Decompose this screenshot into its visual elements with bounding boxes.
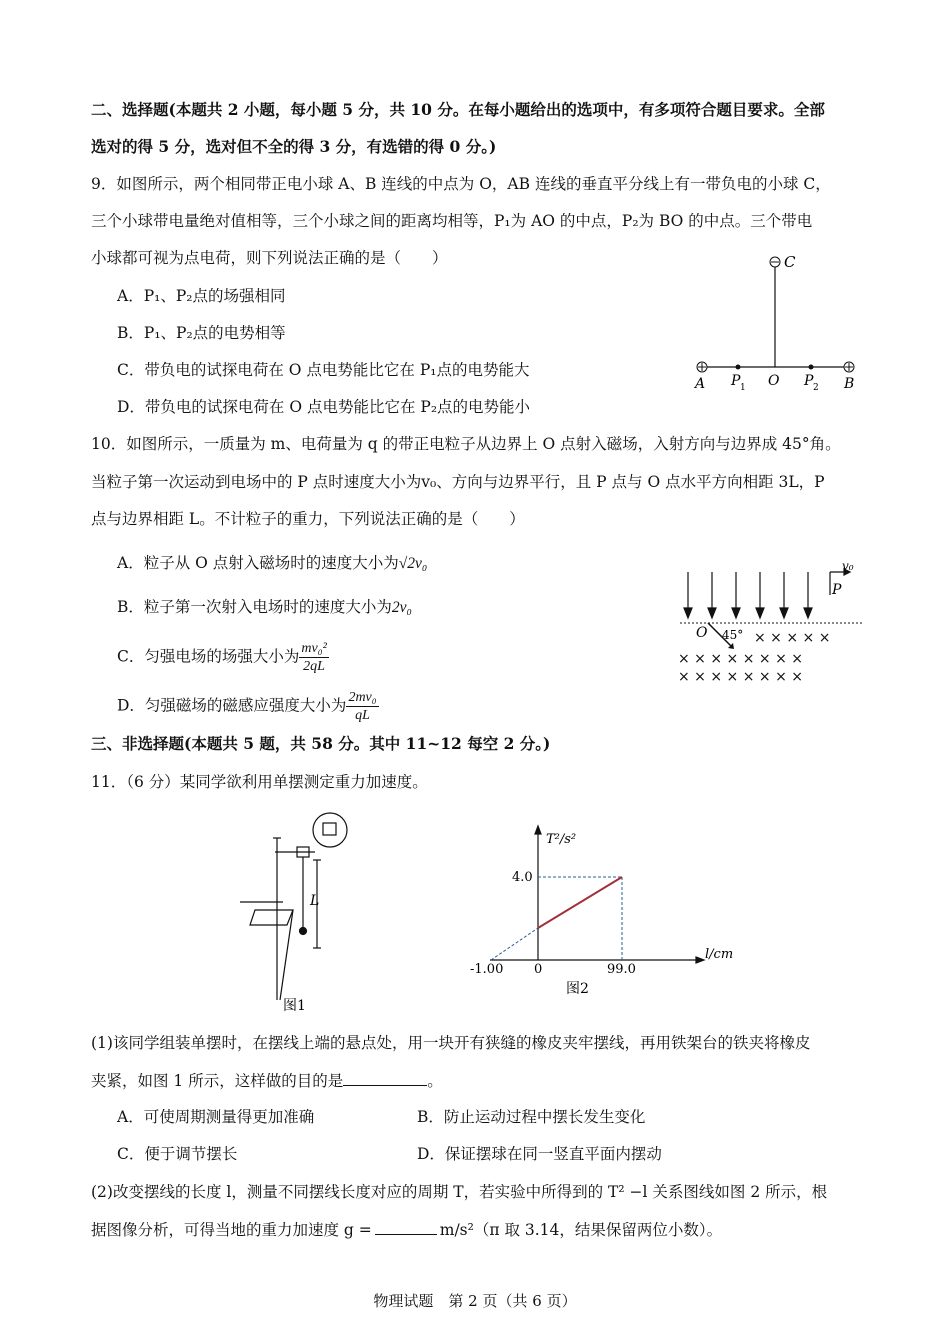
q9-charge-diagram: [690, 250, 870, 400]
label-p: P: [832, 582, 842, 598]
q10-stem: 点与边界相距 L。不计粒子的重力，下列说法正确的是（ ）: [91, 510, 525, 528]
label-v0: v₀: [842, 559, 854, 573]
q11-part1-cont: 夹紧，如图 1 所示，这样做的目的是 。: [91, 1069, 443, 1092]
q10-option-d: D．匀强磁场的磁感应强度大小为 $\frac{\text{2mv₀}}{qL}$: [117, 690, 377, 723]
x-tick: 99.0: [607, 962, 636, 977]
answer-blank-1[interactable]: [343, 1069, 427, 1086]
q10-option-c: C．匀强电场的场强大小为 $\frac{\text{mv₀²}}{2qL}$: [117, 641, 327, 674]
q9-option-b: B．P₁、P₂点的电势相等: [117, 324, 286, 342]
section2-heading-cont: 选对的得 5 分，选对但不全的得 3 分，有选错的得 0 分。): [91, 137, 497, 156]
q11-option-a: A．可使周期测量得更加准确: [117, 1108, 315, 1126]
section2-heading: 二、选择题(本题共 2 小题，每小题 5 分，共 10 分。在每小题给出的选项中，有多项符合题目要求。全部: [91, 100, 825, 119]
x-axis-label: l/cm: [705, 947, 734, 962]
label-o: O: [768, 373, 780, 389]
y-tick: 4.0: [512, 870, 533, 885]
label-b: B: [844, 376, 855, 392]
q9-option-d: D．带负电的试探电荷在 O 点电势能比它在 P₂点的电势能小: [117, 398, 531, 416]
q10-stem: 当粒子第一次运动到电场中的 P 点时速度大小为v₀、方向与边界平行，且 P 点与 O 点水平方向相距 3L，P: [91, 473, 825, 491]
q9-option-a: A．P₁、P₂点的场强相同: [117, 287, 286, 305]
figure1-caption: 图1: [283, 998, 306, 1014]
q10-field-diagram: [670, 560, 870, 690]
q11-part2-cont: 据图像分析，可得当地的重力加速度 g = m/s²（π 取 3.14，结果保留两位小数）。: [91, 1218, 722, 1241]
q10-option-a: A．粒子从 O 点射入磁场时的速度大小为√2v₀: [117, 554, 428, 572]
label-o: O: [696, 625, 708, 641]
extrapolation-line: [491, 928, 538, 960]
label-p1-sub: 1: [740, 383, 746, 393]
svg-text:× × × × × × × ×: × × × × × × × ×: [678, 651, 803, 667]
q11-option-b: B．防止运动过程中摆长发生变化: [417, 1108, 646, 1126]
svg-text:× × × × ×: × × × × ×: [754, 630, 831, 646]
q9-stem: 9．如图所示，两个相同带正电小球 A、B 连线的中点为 O，AB 连线的垂直平分线上有一带负电的小球 C，: [91, 175, 831, 193]
q11-figure2-graph: [460, 820, 734, 1000]
q11-option-d: D．保证摆球在同一竖直平面内摆动: [417, 1145, 662, 1163]
q10-option-b: B．粒子第一次射入电场时的速度大小为2v₀: [117, 598, 412, 616]
y-axis-label: T²/s²: [546, 832, 577, 847]
x-tick-neg: -1.00: [470, 962, 504, 977]
label-angle: 45°: [722, 628, 744, 642]
answer-blank-2[interactable]: [375, 1218, 437, 1235]
label-a: A: [695, 376, 706, 392]
q9-stem: 三个小球带电量绝对值相等，三个小球之间的距离均相等，P₁为 AO 的中点，P₂为 BO 的中点。三个带电: [91, 212, 813, 230]
figure2-caption: 图2: [566, 981, 589, 997]
x-tick-zero: 0: [534, 962, 543, 977]
q9-stem: 小球都可视为点电荷，则下列说法正确的是（ ）: [91, 249, 448, 267]
label-l: L: [310, 893, 320, 909]
svg-text:× × × × × × × ×: × × × × × × × ×: [678, 669, 803, 685]
section3-heading: 三、非选择题(本题共 5 题，共 58 分。其中 11~12 每空 2 分。): [91, 734, 551, 753]
page-footer: 物理试题 第 2 页（共 6 页）: [373, 1292, 577, 1310]
q10-stem: 10．如图所示，一质量为 m、电荷量为 q 的带正电粒子从边界上 O 点射入磁场，入射方向与边界成 45°角。: [91, 435, 841, 453]
q11-figure1-pendulum: [235, 810, 375, 1015]
label-p1: P: [731, 373, 741, 389]
q11-part2: (2)改变摆线的长度 l，测量不同摆线长度对应的周期 T，若实验中所得到的 T² −l 关系图线如图 2 所示，根: [91, 1183, 828, 1201]
label-c: C: [784, 253, 796, 271]
q11-title: 11．（6 分）某同学欲利用单摆测定重力加速度。: [91, 773, 428, 791]
data-line: [538, 877, 622, 928]
label-p2: P: [804, 373, 814, 389]
q9-option-c: C．带负电的试探电荷在 O 点电势能比它在 P₁点的电势能大: [117, 361, 530, 379]
label-p2-sub: 2: [813, 383, 819, 393]
q11-part1: (1)该同学组装单摆时，在摆线上端的悬点处，用一块开有狭缝的橡皮夹牢摆线，再用铁架台的铁夹将橡皮: [91, 1034, 811, 1052]
q11-option-c: C．便于调节摆长: [117, 1145, 238, 1163]
